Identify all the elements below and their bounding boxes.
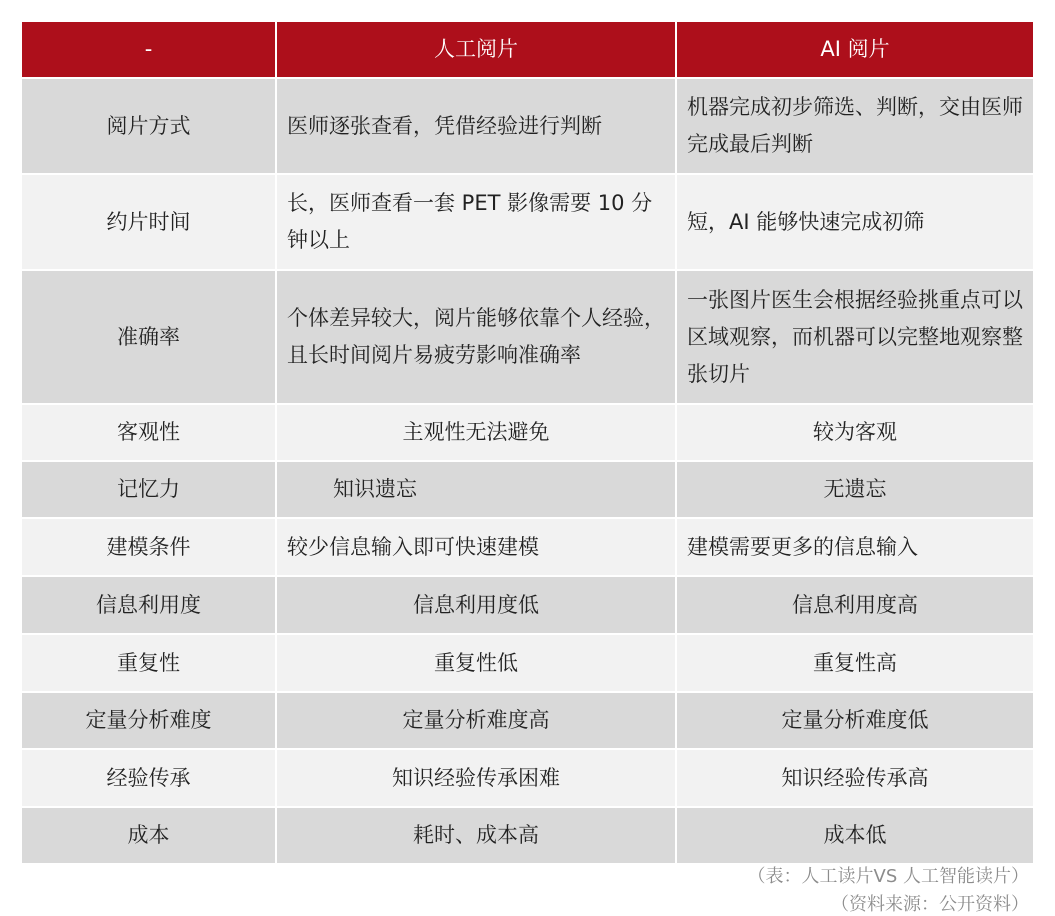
ai-cell: 较为客观 [676, 404, 1034, 461]
human-cell: 医师逐张查看，凭借经验进行判断 [276, 78, 676, 174]
row-label: 阅片方式 [21, 78, 276, 174]
ai-cell: 成本低 [676, 807, 1034, 864]
human-cell: 较少信息输入即可快速建模 [276, 518, 676, 576]
header-dash: - [21, 21, 276, 78]
row-label: 重复性 [21, 634, 276, 692]
row-label: 建模条件 [21, 518, 276, 576]
header-human-reading: 人工阅片 [276, 21, 676, 78]
header-ai-reading: AI 阅片 [676, 21, 1034, 78]
ai-cell: 重复性高 [676, 634, 1034, 692]
ai-cell: 机器完成初步筛选、判断，交由医师完成最后判断 [676, 78, 1034, 174]
source-caption: （资料来源：公开资料） [831, 894, 1029, 915]
human-cell: 个体差异较大，阅片能够依靠个人经验，且长时间阅片易疲劳影响准确率 [276, 270, 676, 404]
human-cell: 定量分析难度高 [276, 692, 676, 749]
row-label: 成本 [21, 807, 276, 864]
table-row [21, 518, 1034, 576]
row-label: 客观性 [21, 404, 276, 461]
table-row [21, 634, 1034, 692]
human-cell: 知识遗忘 [276, 461, 676, 518]
table-row [21, 576, 1034, 634]
human-cell: 长，医师查看一套 PET 影像需要 10 分钟以上 [276, 174, 676, 270]
table-row [21, 807, 1034, 864]
row-label: 记忆力 [21, 461, 276, 518]
ai-cell: 无遗忘 [676, 461, 1034, 518]
table-row [21, 404, 1034, 461]
row-label: 定量分析难度 [21, 692, 276, 749]
row-label: 信息利用度 [21, 576, 276, 634]
ai-cell: 短，AI 能够快速完成初筛 [676, 174, 1034, 270]
ai-cell: 定量分析难度低 [676, 692, 1034, 749]
ai-cell: 知识经验传承高 [676, 749, 1034, 807]
table-row [21, 174, 1034, 270]
human-cell: 重复性低 [276, 634, 676, 692]
table-row [21, 692, 1034, 749]
table-row [21, 749, 1034, 807]
row-label: 准确率 [21, 270, 276, 404]
row-label: 约片时间 [21, 174, 276, 270]
table-caption: （表：人工读片VS 人工智能读片） [747, 866, 1029, 887]
comparison-table [20, 20, 1035, 865]
table-header-row [21, 21, 1034, 78]
ai-cell: 一张图片医生会根据经验挑重点可以区域观察，而机器可以完整地观察整张切片 [676, 270, 1034, 404]
ai-cell: 建模需要更多的信息输入 [676, 518, 1034, 576]
human-cell: 主观性无法避免 [276, 404, 676, 461]
ai-cell: 信息利用度高 [676, 576, 1034, 634]
row-label: 经验传承 [21, 749, 276, 807]
table-row [21, 78, 1034, 174]
table-row [21, 461, 1034, 518]
human-cell: 知识经验传承困难 [276, 749, 676, 807]
table-row [21, 270, 1034, 404]
human-cell: 耗时、成本高 [276, 807, 676, 864]
human-cell: 信息利用度低 [276, 576, 676, 634]
